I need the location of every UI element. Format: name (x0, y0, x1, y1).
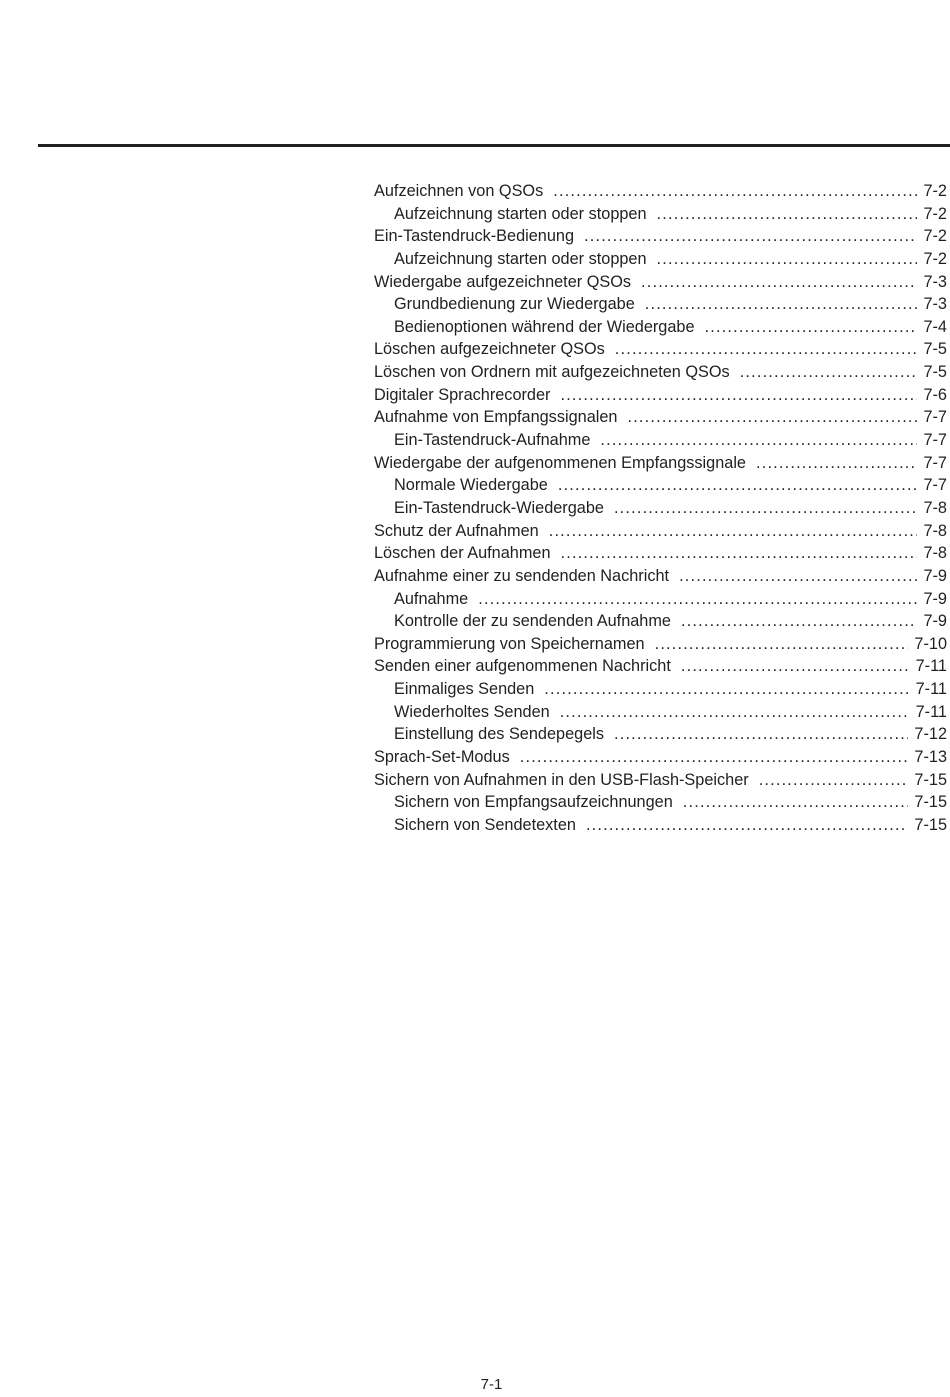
toc-dot-leader (657, 203, 918, 226)
table-of-contents (374, 180, 947, 837)
toc-dot-leader (558, 474, 918, 497)
toc-entry-page: 7-11 (915, 657, 947, 676)
toc-entry-page: 7-7 (923, 408, 947, 427)
toc-entry-page: 7-11 (915, 680, 947, 699)
toc-entry-page: 7-15 (914, 793, 947, 812)
toc-entry[interactable] (374, 361, 947, 384)
toc-entry-page: 7-12 (914, 725, 947, 744)
toc-entry-title: Aufzeichnen von QSOs (374, 182, 544, 200)
toc-entry-page: 7-15 (914, 815, 947, 834)
toc-entry-title: Digitaler Sprachrecorder (374, 385, 551, 404)
toc-subentry[interactable] (374, 497, 947, 520)
toc-entry-title: Aufzeichnung starten oder stoppen (394, 249, 647, 268)
toc-entry-page: 7-7 (923, 453, 947, 472)
toc-dot-leader (655, 633, 909, 656)
toc-entry-title: Ein-Tastendruck-Wiedergabe (394, 498, 604, 517)
toc-dot-leader (645, 293, 918, 316)
toc-entry-page: 7-2 (923, 249, 947, 268)
toc-entry-page: 7-4 (923, 317, 947, 336)
toc-entry-title: Programmierung von Speichernamen (374, 634, 645, 653)
toc-entry[interactable] (374, 746, 947, 769)
toc-entry[interactable] (374, 338, 947, 361)
toc-entry-title: Ein-Tastendruck-Aufnahme (394, 431, 591, 450)
toc-entry-page: 7-5 (923, 340, 947, 359)
toc-subentry[interactable] (374, 203, 947, 226)
toc-subentry[interactable] (374, 293, 947, 316)
toc-dot-leader (586, 814, 908, 837)
toc-subentry[interactable] (374, 474, 947, 497)
toc-dot-leader (740, 361, 918, 384)
toc-entry[interactable] (374, 655, 947, 678)
toc-entry-title: Einmaliges Senden (394, 680, 535, 699)
toc-subentry[interactable] (374, 588, 947, 611)
toc-entry-title: Löschen aufgezeichneter QSOs (374, 340, 605, 359)
toc-subentry[interactable] (374, 610, 947, 633)
toc-entry-page: 7-9 (923, 612, 947, 631)
toc-dot-leader (705, 316, 918, 339)
toc-entry-page: 7-15 (914, 770, 947, 789)
toc-entry-page: 7-11 (915, 702, 947, 721)
toc-entry-page: 7-2 (923, 182, 947, 200)
toc-dot-leader (614, 723, 908, 746)
toc-dot-leader (584, 225, 917, 248)
toc-dot-leader (560, 701, 910, 724)
toc-dot-leader (641, 271, 917, 294)
toc-subentry[interactable] (374, 248, 947, 271)
toc-dot-leader (759, 769, 909, 792)
toc-entry-title: Löschen von Ordnern mit aufgezeichneten QSOs (374, 363, 730, 382)
toc-entry-title: Bedienoptionen während der Wiedergabe (394, 317, 695, 336)
toc-subentry[interactable] (374, 701, 947, 724)
toc-entry-title: Aufzeichnung starten oder stoppen (394, 204, 647, 223)
toc-entry[interactable] (374, 633, 947, 656)
toc-entry-title: Ein-Tastendruck-Bedienung (374, 227, 575, 246)
toc-dot-leader (756, 452, 917, 475)
toc-entry-page: 7-9 (923, 589, 947, 608)
toc-dot-leader (627, 406, 917, 429)
toc-entry-title: Sichern von Aufnahmen in den USB-Flash-Speicher (374, 770, 749, 789)
toc-entry-page: 7-7 (923, 476, 947, 495)
toc-dot-leader (657, 248, 918, 271)
toc-entry-title: Löschen der Aufnahmen (374, 544, 551, 563)
toc-entry[interactable] (374, 180, 947, 203)
toc-subentry[interactable] (374, 678, 947, 701)
toc-entry[interactable] (374, 271, 947, 294)
toc-entry-title: Sprach-Set-Modus (374, 748, 510, 767)
toc-dot-leader (614, 497, 918, 520)
toc-entry[interactable] (374, 542, 947, 565)
toc-entry-title: Wiedergabe der aufgenommenen Empfangssignale (374, 453, 746, 472)
toc-entry-page: 7-7 (923, 431, 947, 450)
toc-dot-leader (681, 610, 917, 633)
toc-entry-page: 7-2 (923, 227, 947, 246)
toc-entry-page: 7-8 (923, 521, 947, 540)
toc-entry-page: 7-3 (923, 272, 947, 291)
toc-entry-title: Senden einer aufgenommenen Nachricht (374, 657, 671, 676)
toc-entry-title: Wiedergabe aufgezeichneter QSOs (374, 272, 632, 291)
toc-dot-leader (683, 791, 909, 814)
toc-entry-page: 7-9 (923, 566, 947, 585)
toc-entry-title: Sichern von Empfangsaufzeichnungen (394, 793, 673, 812)
toc-entry[interactable] (374, 406, 947, 429)
toc-entry[interactable] (374, 565, 947, 588)
toc-entry-page: 7-10 (914, 634, 947, 653)
toc-entry-title: Aufnahme von Empfangssignalen (374, 408, 618, 427)
toc-entry-page: 7-5 (923, 363, 947, 382)
toc-subentry[interactable] (374, 791, 947, 814)
toc-entry-title: Schutz der Aufnahmen (374, 521, 539, 540)
toc-subentry[interactable] (374, 814, 947, 837)
toc-dot-leader (553, 180, 917, 203)
toc-entry-title: Normale Wiedergabe (394, 476, 548, 495)
toc-entry-page: 7-6 (923, 385, 947, 404)
toc-dot-leader (478, 588, 917, 611)
toc-dot-leader (549, 520, 918, 543)
page-number: 7-1 (480, 1376, 503, 1393)
toc-entry-page: 7-8 (923, 544, 947, 563)
toc-entry[interactable] (374, 520, 947, 543)
toc-subentry[interactable] (374, 723, 947, 746)
toc-entry[interactable] (374, 384, 947, 407)
toc-entry-page: 7-8 (923, 498, 947, 517)
toc-entry[interactable] (374, 452, 947, 475)
toc-dot-leader (615, 338, 918, 361)
toc-entry[interactable] (374, 225, 947, 248)
toc-dot-leader (520, 746, 909, 769)
toc-entry-title: Wiederholtes Senden (394, 702, 550, 721)
toc-entry-title: Grundbedienung zur Wiedergabe (394, 295, 635, 314)
toc-entry-title: Aufnahme (394, 589, 469, 608)
toc-dot-leader (561, 542, 918, 565)
toc-entry[interactable] (374, 769, 947, 792)
toc-subentry[interactable] (374, 316, 947, 339)
toc-entry-title: Sichern von Sendetexten (394, 815, 576, 834)
toc-entry-title: Einstellung des Sendepegels (394, 725, 605, 744)
toc-entry-title: Kontrolle der zu sendenden Aufnahme (394, 612, 671, 631)
toc-dot-leader (681, 655, 910, 678)
toc-entry-title: Aufnahme einer zu sendenden Nachricht (374, 566, 670, 585)
top-divider-rule (38, 144, 950, 147)
toc-dot-leader (560, 384, 917, 407)
toc-dot-leader (600, 429, 917, 452)
toc-entry-page: 7-2 (923, 204, 947, 223)
toc-dot-leader (679, 565, 917, 588)
toc-dot-leader (544, 678, 909, 701)
toc-entry-page: 7-3 (923, 295, 947, 314)
toc-subentry[interactable] (374, 429, 947, 452)
toc-entry-page: 7-13 (914, 748, 947, 767)
